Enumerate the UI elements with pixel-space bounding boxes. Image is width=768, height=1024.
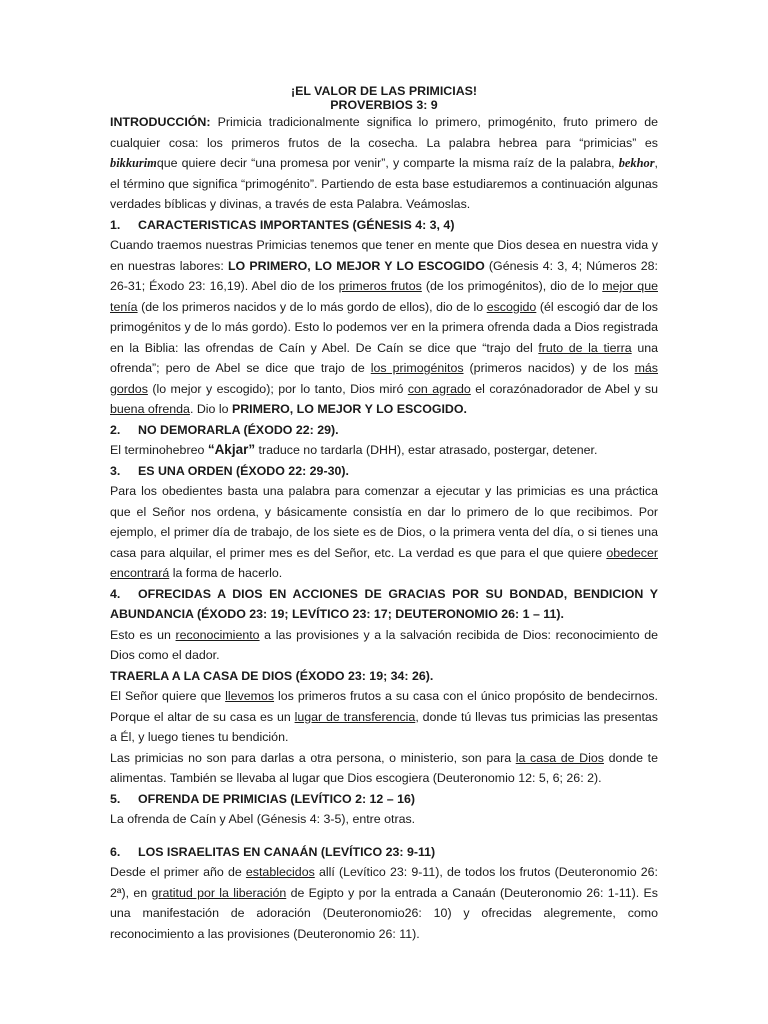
bold-text: PRIMERO, LO MEJOR Y LO ESCOGIDO. <box>231 402 467 416</box>
section-4b-paragraph-2 <box>110 748 658 789</box>
section-heading-6 <box>110 842 658 863</box>
section-heading-4 <box>110 584 658 625</box>
section-heading-3 <box>110 461 658 482</box>
text: donde te alimentas. También se llevaba al lugar que Dios escogiera (Deuteronomio 12: 5, 6; 26: 2). <box>110 750 658 785</box>
underlined-text: llevemos <box>225 689 275 703</box>
text: traduce no tardarla (DHH), estar atrasado, postergar, detener. <box>255 443 598 457</box>
section-title: OFRENDA DE PRIMICIAS (LEVÍTICO 2: 12 – 16) <box>138 791 415 806</box>
intro-text: Primicia tradicionalmente significa lo primero, primogénito, fruto primero de cualquier cosa: los primeros frutos de la cosecha. La palabra hebrea para “primicias” es <box>110 115 658 150</box>
section-heading-5 <box>110 789 658 810</box>
text: La ofrenda de Caín y Abel (Génesis 4: 3-5), entre otras. <box>110 812 416 826</box>
section-4-paragraph <box>110 625 658 666</box>
text: (primeros nacidos) y de los <box>463 361 635 375</box>
section-number: 6. <box>110 844 121 859</box>
bold-text: LO PRIMERO <box>227 258 308 273</box>
underlined-text: establecidos <box>245 865 315 879</box>
section-5-paragraph <box>110 809 658 830</box>
section-number: 1. <box>110 217 121 232</box>
section-heading-4b: TRAERLA A LA CASA DE DIOS (ÉXODO 23: 19; 34: 26). <box>110 668 434 683</box>
text: El Señor quiere que <box>110 689 226 703</box>
text: Las primicias no son para darlas a otra persona, o ministerio, son para <box>110 750 516 765</box>
section-title: ES UNA ORDEN (ÉXODO 22: 29-30). <box>138 463 349 478</box>
section-title: OFRECIDAS A DIOS EN ACCIONES DE GRACIAS POR SU BONDAD, BENDICION Y ABUNDANCIA (ÉXODO 23: 19; LEVÍTICO 23: 17; DEUTERONOMIO 26: 1 – 11). <box>110 586 658 621</box>
section-4b-paragraph <box>110 686 658 748</box>
hebrew-word-bikkurim: bikkurim <box>110 156 157 170</box>
section-heading-2 <box>110 420 658 441</box>
text: Desde el primer año de <box>110 865 246 879</box>
text: (Génesis 4: 3, 4; Números 28: 26-31; Éxodo 23: 16,19). Abel dio de los <box>110 258 658 293</box>
bold-text: , <box>307 258 315 273</box>
intro-label: INTRODUCCIÓN: <box>110 115 211 129</box>
text: . Dio lo <box>189 402 232 416</box>
spacer <box>110 830 658 842</box>
section-title: CARACTERISTICAS IMPORTANTES (GÉNESIS 4: 3, 4) <box>138 217 455 232</box>
text: allí (Levítico 23: 9-11), de todos los frutos (Deuteronomio 26: 2ª), en <box>110 865 658 900</box>
text: a las provisiones y a la salvación recibida de Dios: reconocimiento de Dios como el dador. <box>110 627 658 662</box>
title-reference: PROVERBIOS 3: 9 <box>330 98 438 112</box>
text: Para los obedientes basta una palabra para comenzar a ejecutar y las primicias es una práctica que el Señor nos ordena, y básicamente consistía en dar lo primero de lo que recibimos. Por ejemplo, el primer día de trabajo, de los siete es de Dios, o la primera venta del día, o si tienes una casa para alquilar, el primer mes es del Señor, etc. La verdad es que para el que quiere <box>110 484 658 560</box>
underlined-text: los primogénitos <box>370 361 464 375</box>
underlined-text: obedecer encontrará <box>110 545 658 580</box>
bold-text: LO MEJOR Y LO ESCOGIDO <box>314 258 485 273</box>
text: (él escogió dar de los primogénitos y de lo más gordo). Esto lo podemos ver en la primera ofrenda dada a Dios registrada en la Biblia: las ofrendas de Caín y Abel. De Caín se dice que “trajo del <box>110 299 658 355</box>
text: , donde tú llevas tus primicias las presentas a Él, y luego tienes tu bendición. <box>110 709 658 744</box>
section-heading-1 <box>110 215 658 236</box>
section-title: NO DEMORARLA (ÉXODO 22: 29). <box>138 422 339 437</box>
intro-text: que quiere decir “una promesa por venir”, y comparte la misma raíz de la palabra, <box>156 156 619 170</box>
text: (de los primogénitos), dio de lo <box>421 279 603 293</box>
underlined-text: con agrado <box>407 381 471 396</box>
section-number: 4. <box>110 586 121 601</box>
text: El terminohebreo <box>110 443 208 457</box>
text: el corazónadorador de Abel y su <box>470 381 658 396</box>
text: la forma de hacerlo. <box>169 566 283 580</box>
intro-text: , el término que significa “primogénito”. Partiendo de esta base estudiaremos a continuación algunas verdades bíblicas y divinas, a través de esta Palabra. Veámoslas. <box>110 156 658 211</box>
underlined-text: buena ofrenda <box>110 402 190 416</box>
underlined-text: la casa de Dios <box>515 750 604 765</box>
underlined-text: mejor que tenía <box>110 279 658 314</box>
text: de Egipto y por la entrada a Canaán (Deuteronomio 26: 1-11). Es una manifestación de adoración (Deuteronomio26: 10) y ofrecidas alegremente, como reconocimiento a las provisiones (Deuteronomio 26: 11). <box>110 885 658 941</box>
underlined-text: escogido <box>486 299 537 314</box>
hebrew-word-bekhor: bekhor <box>618 156 655 170</box>
section-1-paragraph <box>110 235 658 420</box>
section-2-paragraph <box>110 440 658 461</box>
section-number: 3. <box>110 463 121 478</box>
bold-text: “Akjar” <box>207 442 256 457</box>
section-number: 2. <box>110 422 121 437</box>
intro-paragraph <box>110 112 658 215</box>
text: los primeros frutos a su casa con el único propósito de bendecirnos. Porque el altar de su casa es un <box>110 689 658 724</box>
section-title: LOS ISRAELITAS EN CANAÁN (LEVÍTICO 23: 9-11) <box>138 844 436 859</box>
section-6-paragraph <box>110 862 658 944</box>
section-3-paragraph <box>110 481 658 584</box>
underlined-text: primeros frutos <box>338 279 422 293</box>
document-title <box>110 84 658 112</box>
text: Cuando traemos nuestras Primicias tenemos que tener en mente que Dios desea en nuestra vida y en nuestras labores: <box>110 238 658 273</box>
underlined-text: fruto de la tierra <box>538 340 632 355</box>
text: (de los primeros nacidos y de lo más gordo de ellos), dio de lo <box>137 299 487 314</box>
text: una ofrenda”; pero de Abel se dice que trajo de <box>110 340 658 375</box>
text: (lo mejor y escogido); por lo tanto, Dios miró <box>147 381 408 396</box>
underlined-text: lugar de transferencia <box>294 709 416 724</box>
underlined-text: gratitud por la liberación <box>151 885 287 900</box>
title-main: ¡EL VALOR DE LAS PRIMICIAS! <box>290 84 478 98</box>
section-number: 5. <box>110 791 121 806</box>
underlined-text: reconocimiento <box>175 627 260 642</box>
text: Esto es un <box>110 627 176 642</box>
underlined-text: más gordos <box>110 361 658 396</box>
